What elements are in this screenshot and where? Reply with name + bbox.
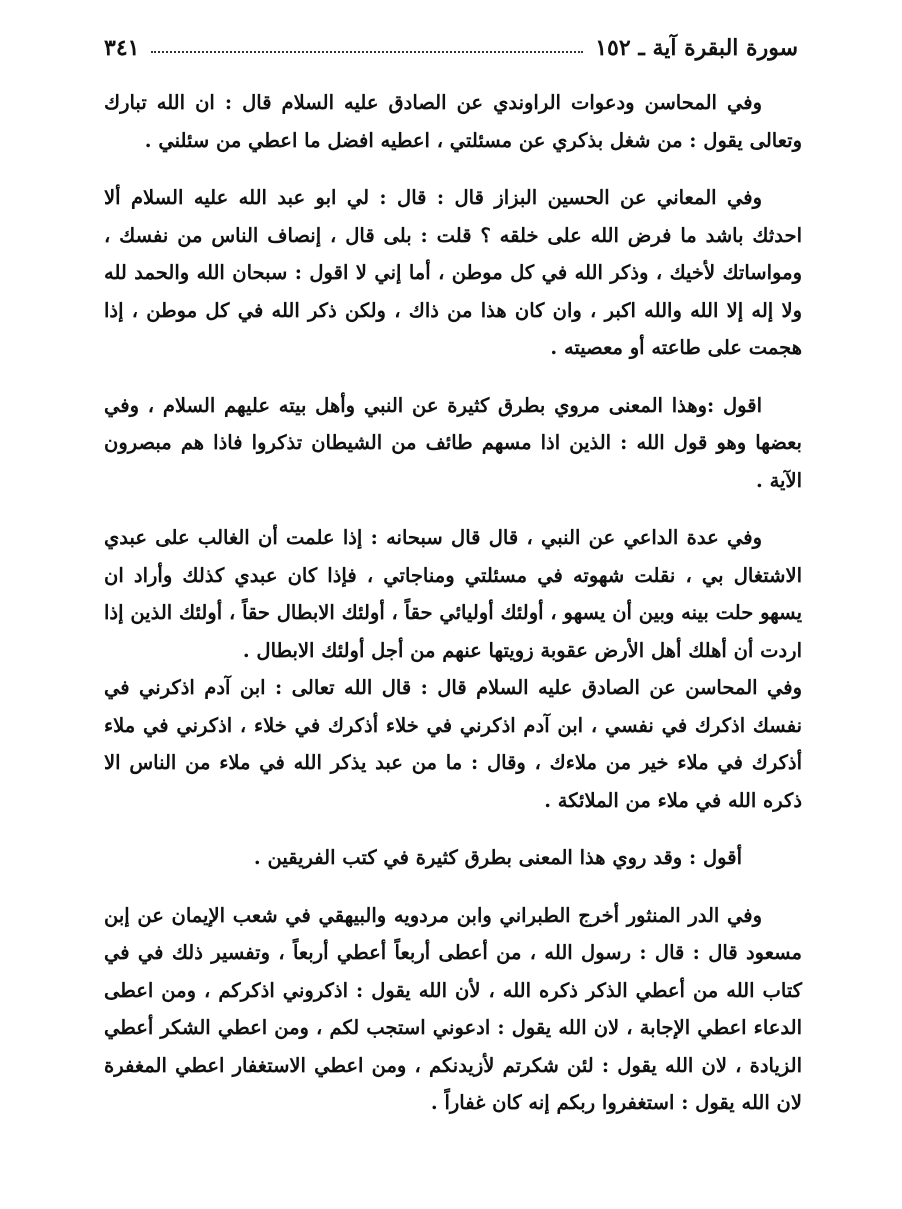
paragraph-text: وفي المحاسن عن الصادق عليه السلام قال : قال الله تعالى : ابن آدم اذكرني في نفسك اذكرك في نفسي ، ابن آدم اذكرني في خلاء أذكرك في خلاء ، اذكرني في ملاء أذكرك في ملاء خير من ملاءك ، وقال : ما من عبد يذكر الله في ملاء من الناس الا ذكره الله في ملاء من الملائكة . (104, 676, 802, 812)
paragraph-lead: أقول (703, 846, 742, 869)
paragraph-aqool-fariqayn (104, 839, 802, 877)
paragraph-text: وفي المحاسن ودعوات الراوندي عن الصادق عليه السلام قال : ان الله تبارك وتعالى يقول : من شغل بذكري عن مسئلتي ، اعطيه افضل ما اعطي من سئلني . (104, 91, 802, 152)
paragraph-durr-manthur (104, 897, 802, 1122)
paragraph-text: وفي المعاني عن الحسين البزاز قال : قال : لي ابو عبد الله عليه السلام ألا احدثك باشد ما فرض الله على خلقه ؟ قلت : بلى قال ، إنصاف الناس من نفسك ، ومواساتك لأخيك ، وذكر الله في كل موطن ، أما إني لا اقول : سبحان الله والحمد لله ولا إله إلا الله والله اكبر ، وان كان هذا من ذاك ، ولكن ذكر الله في كل موطن ، إذا هجمت على طاعته أو معصيته . (104, 186, 802, 359)
page-body (104, 84, 802, 1142)
paragraph-lead: اقول (723, 393, 762, 417)
paragraph-maani-bazzaz (104, 179, 802, 367)
paragraph-text: : وقد روي هذا المعنى بطرق كثيرة في كتب الفريقين . (253, 846, 704, 869)
running-header (104, 30, 798, 66)
paragraph-text: وفي الدر المنثور أخرج الطبراني وابن مردويه والبيهقي في شعب الإيمان عن إبن مسعود قال : قال : رسول الله ، من أعطى أربعاً أعطي أربعاً ، وتفسير ذلك في في كتاب الله من أعطي الذكر ذكره الله ، لأن الله يقول : اذكروني اذكركم ، ومن اعطى الدعاء اعطي الإجابة ، لان الله يقول : ادعوني استجب لكم ، ومن اعطي الشكر أعطي الزيادة ، لان الله يقول : لئن شكرتم لأزيدنكم ، ومن اعطي الاستغفار اعطي المغفرة لان الله يقول : استغفروا ربكم إنه كان غفاراً . (104, 903, 802, 1114)
paragraph-mahasin-daawat (104, 84, 802, 159)
header-dotted-leader (151, 51, 583, 53)
paragraph-text: :وهذا المعنى مروي بطرق كثيرة عن النبي وأهل بيته عليهم السلام ، وفي بعضها وهو قول الله : الذين اذا مسهم طائف من الشيطان تذكروا فاذا هم مبصرون الآية . (104, 393, 802, 492)
paragraph-aqool-marwi (104, 387, 802, 500)
paragraph-text: وفي عدة الداعي عن النبي ، قال قال سبحانه : إذا علمت أن الغالب على عبدي الاشتغال بي ، نقلت شهوته في مسئلتي ومناجاتي ، فإذا كان عبدي كذلك وأراد ان يسهو حلت بينه وبين أن يسهو ، أولئك أوليائي حقاً ، أولئك الابطال حقاً ، أولئك الذين إذا اردت أن أهلك أهل الأرض عقوبة زويتها عنهم من أجل أولئك الابطال . (104, 526, 802, 662)
page-number: ٣٤١ (104, 35, 140, 61)
paragraph-uddat-al-dai (104, 519, 802, 669)
surah-verse-title: سورة البقرة آية ـ ١٥٢ (595, 35, 798, 61)
paragraph-mahasin-sadiq (104, 669, 802, 819)
